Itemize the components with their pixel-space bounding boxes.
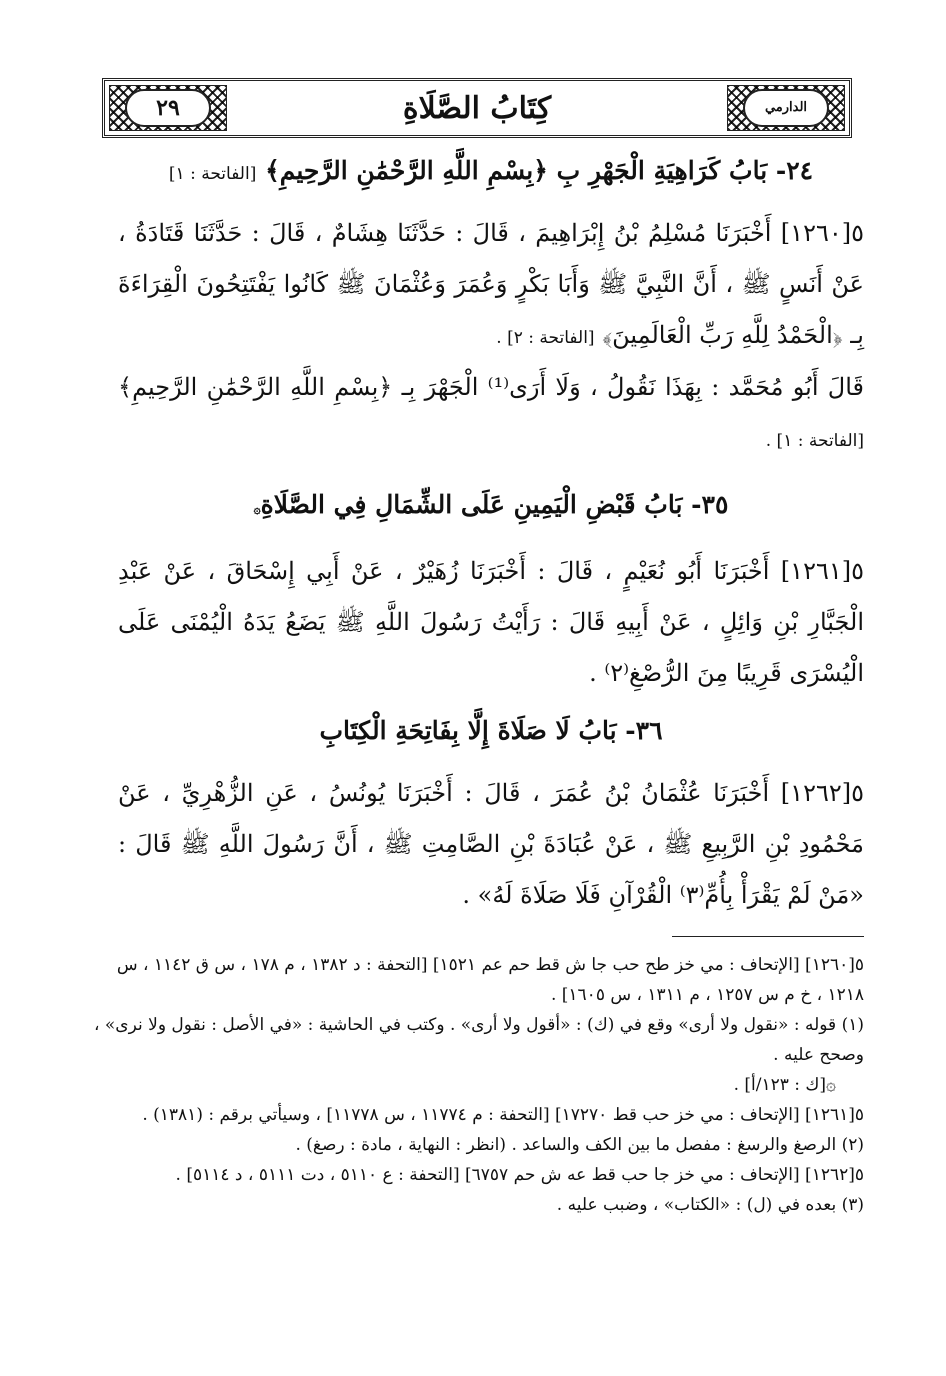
footnote: (١) قوله : «نقول ولا أرى» وقع في (ك) : «أقول ولا أرى» . وكتب في الحاشية : «في الأصل : نقول ولا نرى» ، وصحح عليه .	[94, 1015, 864, 1065]
folio-marker-icon: ۞	[253, 502, 261, 516]
hadith-1261-text: ٥[١٢٦١] أَخْبَرَنَا أَبُو نُعَيْمٍ ، قَالَ : أَخْبَرَنَا زُهَيْرٌ ، عَنْ أَبِي إِسْحَاقَ ، عَنْ عَبْدِ الْجَبَّارِ بْنِ وَائِلٍ ، عَنْ أَبِيهِ قَالَ : رَأَيْتُ رَسُولَ اللَّهِ ﷺ يَضَعُ يَدَهُ الْيُمْنَى عَلَى الْيُسْرَى قَرِيبًا مِنَ الرُّصْغِ⁽٢⁾ .	[118, 557, 864, 687]
footnote: (٢) الرصغ والرسغ : مفصل ما بين الكف والساعد . (انظر : النهاية ، مادة : رصغ) .	[295, 1135, 864, 1155]
darimi-comment-ref: [الفاتحة : ١] .	[765, 431, 864, 451]
hadith-1260-ref: [الفاتحة : ٢] .	[496, 328, 595, 348]
darimi-comment	[118, 362, 864, 467]
bab-heading-36-text: ٣٦- بَابُ لَا صَلَاةَ إِلَّا بِفَاتِحَةِ الْكِتَابِ	[319, 716, 663, 745]
footnote: ٥[١٢٦١] [الإتحاف : مي خز حب قط ١٧٢٧٠] [التحفة : م ١١٧٧٤ ، س ١١٧٧٨] ، وسيأتي برقم : (١٣٨١) .	[142, 1105, 864, 1125]
publisher-logo: الدارمي	[743, 89, 829, 127]
footnote-divider	[672, 936, 864, 937]
bab-heading-36	[118, 716, 864, 745]
hadith-1262-text: ٥[١٢٦٢] أَخْبَرَنَا عُثْمَانُ بْنُ عُمَرَ ، قَالَ : أَخْبَرَنَا يُونُسُ ، عَنِ الزُّهْرِيِّ ، عَنْ مَحْمُودِ بْنِ الرَّبِيعِ ﷺ ، عَنْ عُبَادَةَ بْنِ الصَّامِتِ ﷺ ، أَنَّ رَسُولَ اللَّهِ ﷺ قَالَ : «مَنْ لَمْ يَقْرَأْ بِأُمِّ⁽٣⁾ الْقُرْآنِ فَلَا صَلَاةَ لَهُ» .	[118, 779, 864, 909]
darimi-comment-text: قَالَ أَبُو مُحَمَّد : بِهَذَا نَقُولُ ، وَلَا أَرَى⁽¹⁾ الْجَهْرَ بِـ ﴿بِسْمِ اللَّهِ الرَّحْمَٰنِ الرَّحِيمِ﴾	[118, 373, 865, 401]
hadith-1262	[118, 768, 864, 921]
bab-heading-35	[118, 490, 864, 519]
footnote: ۞[ك : ١٢٣/أ] .	[733, 1075, 836, 1095]
footnote: (٣) بعده في (ل) : «الكتاب» ، وضبب عليه .	[556, 1195, 864, 1215]
page-number: ٢٩	[125, 89, 211, 127]
footnote: ٥[١٢٦٢] [الإتحاف : مي خز جا حب قط عه ش حم ٦٧٥٧] [التحفة : ع ٥١١٠ ، دت ٥١١١ ، د ٥١١٤] .	[175, 1165, 864, 1185]
footnote: ٥[١٢٦٠] [الإتحاف : مي خز طح حب جا ش قط حم عم ١٥٢١] [التحفة : د ١٣٨٢ ، م ١٧٨ ، س ق ١١٤٢ ، س ١٢١٨ ، خ م س ١٢٥٧ ، م ١٣١١ ، س ١٦٠٥] .	[116, 955, 864, 1005]
hadith-1260	[118, 208, 864, 364]
hadith-1261	[118, 546, 864, 699]
bab-heading-34	[118, 156, 864, 185]
footnotes	[92, 950, 864, 1220]
page-header	[102, 78, 852, 138]
bab-heading-35-text: ٣٥- بَابُ قَبْضِ الْيَمِينِ عَلَى الشِّمَالِ فِي الصَّلَاةِ	[260, 490, 729, 519]
chapter-title: كِتَابُ الصَّلَاةِ	[402, 90, 552, 126]
bab-heading-34-ref: [الفاتحة : ١]	[168, 164, 257, 184]
bab-heading-34-text: ٢٤- بَابُ كَرَاهِيَةِ الْجَهْرِ بِ ﴿بِسْمِ اللَّهِ الرَّحْمَٰنِ الرَّحِيمِ﴾	[265, 156, 814, 185]
hadith-1260-text: ٥[١٢٦٠] أَخْبَرَنَا مُسْلِمُ بْنُ إِبْرَاهِيمَ ، قَالَ : حَدَّثَنَا هِشَامٌ ، قَالَ : حَدَّثَنَا قَتَادَةُ ، عَنْ أَنَسٍ ﷺ ، أَنَّ النَّبِيَّ ﷺ وَأَبَا بَكْرٍ وَعُمَرَ وَعُثْمَانَ ﷺ كَانُوا يَفْتَتِحُونَ الْقِرَاءَةَ بِـ ﴿الْحَمْدُ لِلَّهِ رَبِّ الْعَالَمِينَ﴾	[118, 219, 864, 349]
